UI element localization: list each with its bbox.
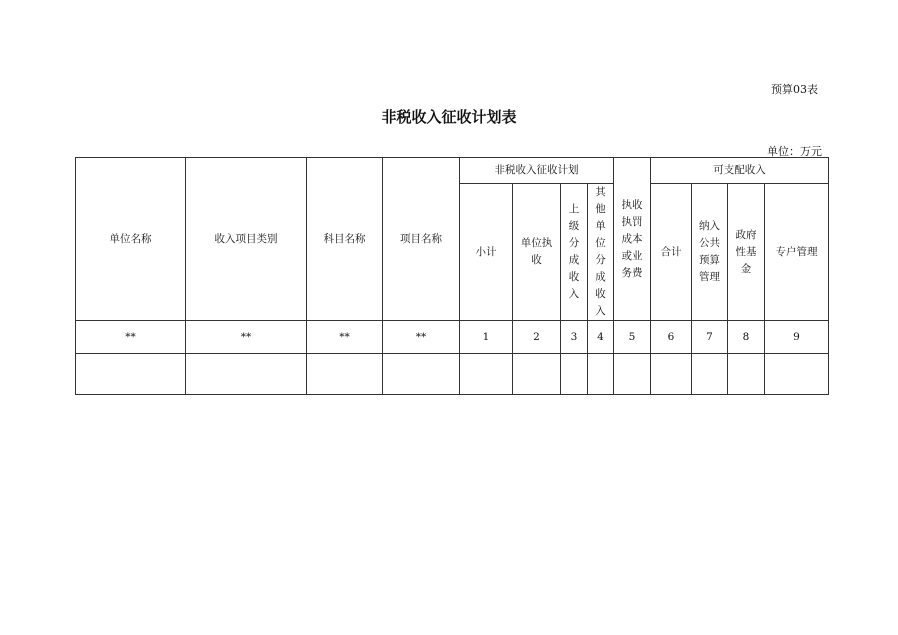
code-cell: **: [76, 321, 186, 354]
header-special-account: 专户管理: [765, 184, 829, 321]
empty-cell: [651, 354, 692, 395]
empty-cell: [460, 354, 513, 395]
empty-cell: [383, 354, 460, 395]
header-other-share: 其 他 单 位 分 成 收 入: [588, 184, 614, 321]
code-cell: 7: [692, 321, 728, 354]
header-gov-fund: 政府 性基 金: [728, 184, 765, 321]
header-total: 合计: [651, 184, 692, 321]
code-cell: 3: [561, 321, 588, 354]
code-cell: 4: [588, 321, 614, 354]
empty-cell: [513, 354, 561, 395]
code-cell: 9: [765, 321, 829, 354]
header-item-name: 项目名称: [383, 158, 460, 321]
header-unit-name: 单位名称: [76, 158, 186, 321]
unit-label: 单位：万元: [767, 145, 822, 158]
header-subject-name: 科目名称: [307, 158, 383, 321]
empty-cell: [728, 354, 765, 395]
header-subtotal: 小计: [460, 184, 513, 321]
header-row-group: [76, 158, 829, 184]
code-cell: 1: [460, 321, 513, 354]
header-income-category: 收入项目类别: [186, 158, 307, 321]
empty-cell: [692, 354, 728, 395]
code-cell: **: [186, 321, 307, 354]
code-row: [76, 321, 829, 354]
code-cell: 2: [513, 321, 561, 354]
code-cell: **: [383, 321, 460, 354]
empty-cell: [765, 354, 829, 395]
empty-cell: [614, 354, 651, 395]
empty-row: [76, 354, 829, 395]
empty-cell: [186, 354, 307, 395]
code-cell: 8: [728, 321, 765, 354]
page-title: 非税收入征收计划表: [381, 108, 517, 126]
empty-cell: [76, 354, 186, 395]
header-public-budget: 纳入 公共 预算 管理: [692, 184, 728, 321]
header-disposable-group: 可支配收入: [651, 158, 829, 184]
header-exec-cost: 执收 执罚 成本 或业 务费: [614, 158, 651, 321]
header-upper-share: 上 级 分 成 收 入: [561, 184, 588, 321]
empty-cell: [561, 354, 588, 395]
plan-table: [75, 157, 829, 395]
header-plan-group: 非税收入征收计划: [460, 158, 614, 184]
code-cell: 6: [651, 321, 692, 354]
empty-cell: [307, 354, 383, 395]
code-cell: 5: [614, 321, 651, 354]
header-unit-exec: 单位执 收: [513, 184, 561, 321]
form-code: 预算03表: [771, 83, 818, 96]
code-cell: **: [307, 321, 383, 354]
empty-cell: [588, 354, 614, 395]
